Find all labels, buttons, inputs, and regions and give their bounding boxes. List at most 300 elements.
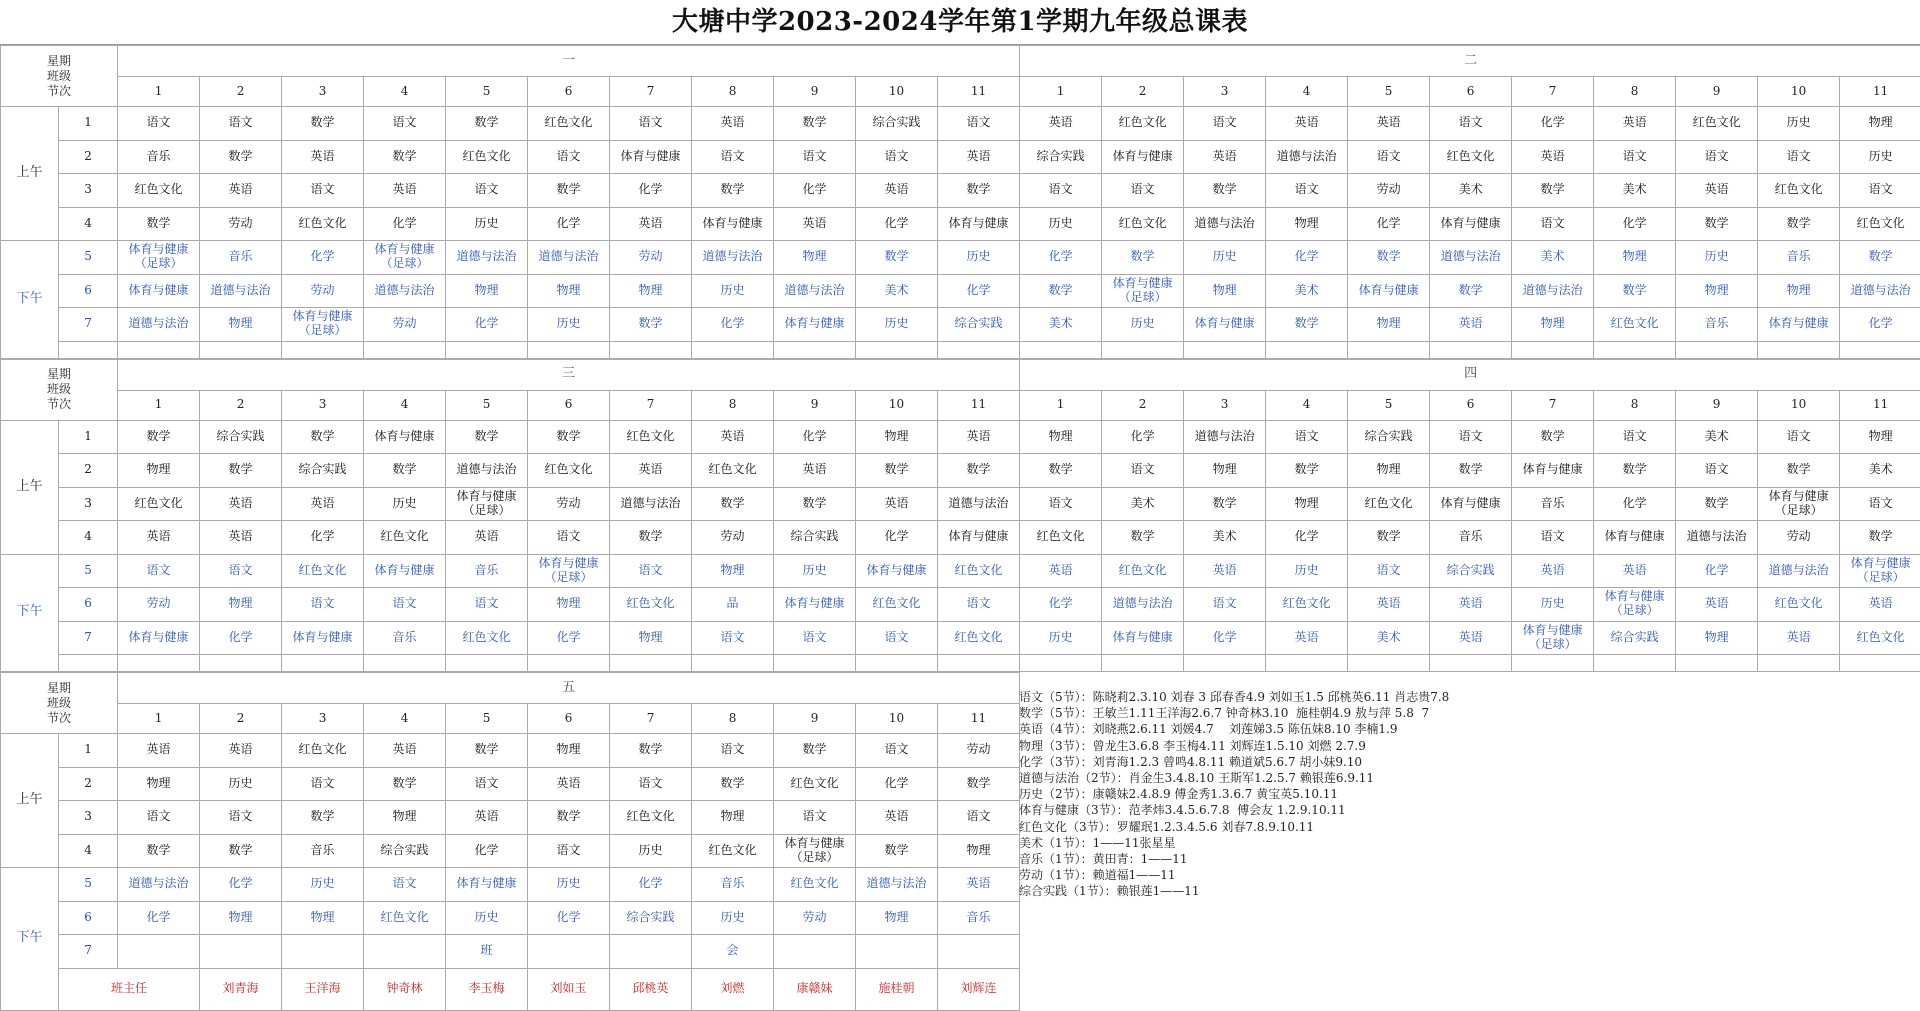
period-number: 3 (59, 487, 118, 521)
period-row (1, 454, 1920, 488)
subject-cell: 历史 (774, 554, 856, 588)
timetable-block-1 (0, 45, 1920, 359)
subject-cell: 数学 (692, 487, 774, 521)
subject-cell: 物理 (692, 554, 774, 588)
subject-cell (938, 935, 1020, 969)
subject-cell: 历史 (610, 834, 692, 868)
head-teacher-name: 刘燃 (692, 968, 774, 1010)
subject-cell: 数学 (774, 107, 856, 141)
subject-cell: 语文 (1512, 207, 1594, 241)
subject-cell: 体育与健康 (1758, 308, 1840, 342)
subject-cell: 英语 (1020, 554, 1102, 588)
subject-cell: 语文 (938, 801, 1020, 835)
subject-cell: 红色文化 (446, 621, 528, 655)
subject-cell: 数学 (200, 454, 282, 488)
subject-cell: 体育与健康 (446, 868, 528, 902)
subject-cell: 数学 (118, 420, 200, 454)
subject-cell: 音乐 (1430, 521, 1512, 555)
spacer-cell (1840, 655, 1920, 672)
subject-cell: 语文 (610, 107, 692, 141)
period-number: 6 (59, 588, 118, 622)
teacher-assignment-line: 物理（3节）：曾龙生3.6.8 李玉梅4.11 刘辉连1.5.10 刘燃 2.7.9 (1019, 738, 1899, 754)
spacer-cell (528, 655, 610, 672)
subject-cell: 英语 (692, 420, 774, 454)
day-header: 二 (1020, 46, 1920, 77)
subject-cell: 数学 (856, 454, 938, 488)
subject-cell: 数学 (528, 801, 610, 835)
subject-cell: 英语 (364, 174, 446, 208)
subject-cell: 红色文化 (1102, 107, 1184, 141)
period-row (1, 487, 1920, 521)
subject-cell: 语文 (1758, 420, 1840, 454)
subject-cell: 红色文化 (1594, 308, 1676, 342)
subject-cell: 音乐 (282, 834, 364, 868)
teacher-assignment-notes (1019, 689, 1899, 900)
subject-cell: 数学 (1020, 454, 1102, 488)
subject-cell: 语文 (528, 140, 610, 174)
subject-cell: 语文 (692, 140, 774, 174)
class-number: 11 (938, 704, 1020, 734)
spacer-cell (446, 341, 528, 358)
subject-cell: 体育与健康 (1512, 454, 1594, 488)
subject-cell: 数学 (692, 767, 774, 801)
subject-cell: 英语 (1266, 107, 1348, 141)
subject-cell: 化学 (528, 901, 610, 935)
subject-cell: 道德与法治 (774, 274, 856, 308)
subject-cell: 体育与健康（足球） (528, 554, 610, 588)
subject-cell: 数学 (938, 767, 1020, 801)
subject-cell: 物理 (200, 308, 282, 342)
subject-cell: 英语 (1184, 140, 1266, 174)
subject-cell: 语文 (692, 734, 774, 768)
subject-cell: 美术 (1348, 621, 1430, 655)
subject-cell: 化学 (610, 174, 692, 208)
subject-cell: 综合实践 (856, 107, 938, 141)
subject-cell: 数学 (282, 107, 364, 141)
subject-cell: 劳动 (118, 588, 200, 622)
day-header: 五 (118, 673, 1020, 704)
subject-cell: 综合实践 (1430, 554, 1512, 588)
period-row (1, 834, 1020, 868)
class-number: 6 (528, 77, 610, 107)
class-number: 6 (528, 704, 610, 734)
subject-cell: 道德与法治 (118, 868, 200, 902)
spacer-cell (1594, 341, 1676, 358)
subject-cell: 数学 (200, 834, 282, 868)
spacer-cell (1512, 341, 1594, 358)
subject-cell: 红色文化 (1430, 140, 1512, 174)
subject-cell: 体育与健康（足球） (1594, 588, 1676, 622)
spacer-cell (1512, 655, 1594, 672)
subject-cell: 历史 (446, 901, 528, 935)
subject-cell: 物理 (118, 454, 200, 488)
subject-cell: 语文 (364, 107, 446, 141)
subject-cell: 英语 (1758, 621, 1840, 655)
spacer-cell (1102, 341, 1184, 358)
subject-cell: 物理 (1676, 621, 1758, 655)
subject-cell: 历史 (1758, 107, 1840, 141)
subject-cell: 化学 (856, 767, 938, 801)
class-number: 5 (446, 390, 528, 420)
class-number: 9 (774, 77, 856, 107)
period-number: 5 (59, 554, 118, 588)
subject-cell: 英语 (446, 521, 528, 555)
class-number: 8 (692, 704, 774, 734)
class-number: 11 (938, 77, 1020, 107)
teacher-assignment-line: 劳动（1节）：赖道福1——11 (1019, 867, 1899, 883)
subject-cell: 英语 (446, 801, 528, 835)
spacer-cell (1758, 341, 1840, 358)
period-row (1, 420, 1920, 454)
subject-cell: 数学 (364, 454, 446, 488)
subject-cell: 英语 (938, 420, 1020, 454)
corner-label: 节次 (1, 84, 117, 99)
head-teacher-name: 李玉梅 (446, 968, 528, 1010)
subject-cell: 数学 (1348, 241, 1430, 275)
subject-cell: 语文 (1102, 174, 1184, 208)
subject-cell: 音乐 (692, 868, 774, 902)
subject-cell: 历史 (1184, 241, 1266, 275)
subject-cell: 音乐 (1512, 487, 1594, 521)
subject-cell: 化学 (364, 207, 446, 241)
subject-cell: 美术 (1184, 521, 1266, 555)
teacher-assignment-line: 英语（4节）：刘晓燕2.6.11 刘媛4.7 刘莲娣3.5 陈伍妹8.10 李楠1.9 (1019, 721, 1899, 737)
subject-cell: 化学 (1266, 521, 1348, 555)
spacer-cell (446, 655, 528, 672)
subject-cell: 化学 (1676, 554, 1758, 588)
subject-cell: 数学 (1512, 420, 1594, 454)
head-teacher-label: 班主任 (59, 968, 200, 1010)
subject-cell (200, 935, 282, 969)
spacer-cell (610, 341, 692, 358)
subject-cell: 数学 (610, 734, 692, 768)
subject-cell: 语文 (1676, 454, 1758, 488)
spacer-cell (774, 655, 856, 672)
subject-cell: 物理 (1184, 454, 1266, 488)
subject-cell: 化学 (1184, 621, 1266, 655)
subject-cell: 化学 (774, 420, 856, 454)
subject-cell: 物理 (1512, 308, 1594, 342)
subject-cell: 化学 (118, 901, 200, 935)
subject-cell: 数学 (1020, 274, 1102, 308)
subject-cell: 体育与健康 (364, 554, 446, 588)
subject-cell: 语文 (938, 588, 1020, 622)
subject-cell: 英语 (1266, 621, 1348, 655)
class-number: 5 (1348, 390, 1430, 420)
subject-cell: 道德与法治 (364, 274, 446, 308)
subject-cell: 红色文化 (692, 454, 774, 488)
subject-cell: 体育与健康 (1102, 140, 1184, 174)
subject-cell: 物理 (1348, 308, 1430, 342)
spacer-cell (1184, 341, 1266, 358)
subject-cell (774, 935, 856, 969)
subject-cell: 数学 (528, 420, 610, 454)
subject-cell: 化学 (200, 621, 282, 655)
subject-cell: 历史 (446, 207, 528, 241)
spacer-cell (774, 341, 856, 358)
subject-cell: 历史 (1020, 621, 1102, 655)
spacer-cell (938, 341, 1020, 358)
subject-cell: 语文 (200, 107, 282, 141)
class-number: 2 (1102, 77, 1184, 107)
subject-cell: 体育与健康（足球） (774, 834, 856, 868)
subject-cell: 化学 (1348, 207, 1430, 241)
subject-cell: 数学 (692, 174, 774, 208)
subject-cell: 红色文化 (1758, 174, 1840, 208)
subject-cell: 红色文化 (856, 588, 938, 622)
subject-cell: 红色文化 (1840, 621, 1920, 655)
period-row (1, 521, 1920, 555)
subject-cell: 红色文化 (1348, 487, 1430, 521)
subject-cell: 英语 (118, 734, 200, 768)
subject-cell: 数学 (610, 308, 692, 342)
day-header: 一 (118, 46, 1020, 77)
teacher-assignment-line: 化学（3节）：刘青海1.2.3 曾鸣4.8.11 赖道斌5.6.7 胡小妹9.10 (1019, 754, 1899, 770)
subject-cell: 音乐 (364, 621, 446, 655)
subject-cell: 体育与健康 (364, 420, 446, 454)
day-header: 四 (1020, 359, 1920, 390)
subject-cell: 语文 (118, 801, 200, 835)
subject-cell: 美术 (1430, 174, 1512, 208)
spacer-cell (364, 655, 446, 672)
subject-cell: 体育与健康 (118, 274, 200, 308)
subject-cell: 数学 (1594, 274, 1676, 308)
head-teacher-name: 邱桃英 (610, 968, 692, 1010)
subject-cell: 语文 (938, 107, 1020, 141)
subject-cell: 道德与法治 (1430, 241, 1512, 275)
timetable-block-3 (0, 672, 1020, 1011)
subject-cell: 物理 (1020, 420, 1102, 454)
subject-cell: 数学 (610, 521, 692, 555)
spacer-cell (118, 341, 200, 358)
subject-cell: 红色文化 (774, 767, 856, 801)
subject-cell: 红色文化 (1758, 588, 1840, 622)
subject-cell: 语文 (856, 734, 938, 768)
subject-cell: 数学 (1676, 207, 1758, 241)
subject-cell: 语文 (446, 767, 528, 801)
subject-cell: 英语 (282, 140, 364, 174)
subject-cell: 数学 (364, 140, 446, 174)
subject-cell: 语文 (528, 521, 610, 555)
day-header: 三 (118, 359, 1020, 390)
subject-cell: 红色文化 (1266, 588, 1348, 622)
class-number: 4 (364, 390, 446, 420)
subject-cell (118, 935, 200, 969)
subject-cell: 数学 (1348, 521, 1430, 555)
period-number: 6 (59, 274, 118, 308)
subject-cell: 红色文化 (1840, 207, 1920, 241)
teacher-assignment-line: 红色文化（3节）：罗耀珉1.2.3.4.5.6 刘春7.8.9.10.11 (1019, 819, 1899, 835)
subject-cell: 音乐 (118, 140, 200, 174)
subject-cell: 美术 (1102, 487, 1184, 521)
subject-cell: 语文 (1840, 487, 1920, 521)
class-number: 3 (282, 390, 364, 420)
subject-cell: 红色文化 (938, 554, 1020, 588)
subject-cell: 劳动 (364, 308, 446, 342)
class-number: 5 (446, 704, 528, 734)
subject-cell: 化学 (282, 521, 364, 555)
spacer-cell (1430, 655, 1512, 672)
head-teacher-name: 康赣妹 (774, 968, 856, 1010)
subject-cell: 物理 (1266, 207, 1348, 241)
subject-cell: 数学 (856, 241, 938, 275)
subject-cell: 道德与法治 (200, 274, 282, 308)
period-row (1, 174, 1920, 208)
subject-cell (364, 935, 446, 969)
period-number: 7 (59, 308, 118, 342)
subject-cell: 物理 (692, 801, 774, 835)
subject-cell: 数学 (1184, 174, 1266, 208)
subject-cell: 物理 (610, 621, 692, 655)
subject-cell: 物理 (528, 588, 610, 622)
subject-cell: 物理 (1184, 274, 1266, 308)
period-number: 4 (59, 521, 118, 555)
subject-cell: 英语 (692, 107, 774, 141)
period-number: 1 (59, 734, 118, 768)
subject-cell: 历史 (528, 868, 610, 902)
spacer-cell (1676, 655, 1758, 672)
spacer-cell (1676, 341, 1758, 358)
subject-cell: 道德与法治 (446, 241, 528, 275)
subject-cell: 音乐 (1758, 241, 1840, 275)
subject-cell: 数学 (200, 140, 282, 174)
subject-cell: 数学 (528, 174, 610, 208)
subject-cell: 体育与健康 (1430, 207, 1512, 241)
class-number: 4 (1266, 390, 1348, 420)
subject-cell (282, 935, 364, 969)
subject-cell: 语文 (282, 767, 364, 801)
spacer-cell (938, 655, 1020, 672)
subject-cell: 红色文化 (118, 174, 200, 208)
class-number: 3 (282, 77, 364, 107)
class-number: 3 (1184, 390, 1266, 420)
subject-cell: 化学 (1840, 308, 1920, 342)
subject-cell: 红色文化 (610, 588, 692, 622)
subject-cell: 历史 (692, 901, 774, 935)
subject-cell: 数学 (118, 207, 200, 241)
subject-cell: 劳动 (610, 241, 692, 275)
subject-cell: 体育与健康（足球） (282, 308, 364, 342)
subject-cell: 劳动 (774, 901, 856, 935)
subject-cell: 物理 (1840, 420, 1920, 454)
subject-cell: 语文 (1184, 107, 1266, 141)
class-number: 2 (200, 390, 282, 420)
subject-cell (610, 935, 692, 969)
teacher-assignment-line: 道德与法治（2节）：肖金生3.4.8.10 王斯军1.2.5.7 赖银莲6.9.11 (1019, 770, 1899, 786)
subject-cell: 英语 (938, 868, 1020, 902)
subject-cell: 体育与健康（足球） (1840, 554, 1920, 588)
class-number: 7 (610, 390, 692, 420)
subject-cell: 语文 (118, 107, 200, 141)
subject-cell: 红色文化 (610, 420, 692, 454)
subject-cell: 化学 (446, 834, 528, 868)
subject-cell: 道德与法治 (1102, 588, 1184, 622)
subject-cell: 体育与健康 (1348, 274, 1430, 308)
subject-cell: 语文 (774, 801, 856, 835)
class-number: 6 (1430, 390, 1512, 420)
period-number: 4 (59, 207, 118, 241)
head-teacher-name: 刘如玉 (528, 968, 610, 1010)
class-number: 8 (1594, 390, 1676, 420)
class-number: 10 (1758, 390, 1840, 420)
subject-cell: 英语 (1348, 107, 1430, 141)
subject-cell: 英语 (774, 207, 856, 241)
spacer-cell (1102, 655, 1184, 672)
spacer-cell (1020, 655, 1102, 672)
subject-cell: 体育与健康 (1430, 487, 1512, 521)
subject-cell: 语文 (118, 554, 200, 588)
class-number: 4 (364, 704, 446, 734)
spacer-row (1, 341, 1920, 358)
class-number: 2 (1102, 390, 1184, 420)
subject-cell: 劳动 (1348, 174, 1430, 208)
class-number-row (1, 704, 1020, 734)
subject-cell: 物理 (1840, 107, 1920, 141)
subject-cell: 数学 (1512, 174, 1594, 208)
subject-cell: 综合实践 (610, 901, 692, 935)
subject-cell: 化学 (938, 274, 1020, 308)
subject-cell: 英语 (856, 174, 938, 208)
subject-cell: 劳动 (938, 734, 1020, 768)
corner-header (1, 46, 118, 107)
subject-cell: 红色文化 (446, 140, 528, 174)
subject-cell: 语文 (692, 621, 774, 655)
teacher-assignment-line: 体育与健康（3节）：范孝炜3.4.5.6.7.8 傅会友 1.2.9.10.11 (1019, 802, 1899, 818)
subject-cell: 红色文化 (282, 554, 364, 588)
class-number: 7 (610, 77, 692, 107)
subject-cell: 英语 (856, 801, 938, 835)
subject-cell: 劳动 (528, 487, 610, 521)
subject-cell: 化学 (1266, 241, 1348, 275)
class-number: 5 (1348, 77, 1430, 107)
class-number: 8 (1594, 77, 1676, 107)
subject-cell: 化学 (692, 308, 774, 342)
period-row (1, 734, 1020, 768)
class-number: 2 (200, 77, 282, 107)
subject-cell: 语文 (364, 588, 446, 622)
subject-cell: 道德与法治 (692, 241, 774, 275)
class-number: 1 (118, 704, 200, 734)
subject-cell: 语文 (1512, 521, 1594, 555)
subject-cell: 语文 (1840, 174, 1920, 208)
subject-cell: 劳动 (200, 207, 282, 241)
subject-cell: 英语 (1430, 588, 1512, 622)
subject-cell: 体育与健康（足球） (446, 487, 528, 521)
subject-cell: 英语 (364, 734, 446, 768)
session-morning: 上午 (1, 107, 59, 241)
subject-cell: 美术 (1266, 274, 1348, 308)
corner-label: 班级 (1, 69, 117, 84)
subject-cell: 历史 (692, 274, 774, 308)
class-number: 11 (938, 390, 1020, 420)
class-number: 5 (446, 77, 528, 107)
corner-label: 班级 (1, 696, 117, 711)
class-number: 10 (856, 77, 938, 107)
subject-cell: 物理 (1676, 274, 1758, 308)
subject-cell: 语文 (856, 621, 938, 655)
subject-cell: 体育与健康（足球） (1758, 487, 1840, 521)
subject-cell: 体育与健康 (1594, 521, 1676, 555)
teacher-assignment-line: 历史（2节）：康赣妹2.4.8.9 傅金秀1.3.6.7 黄宝英5.10.11 (1019, 786, 1899, 802)
period-number: 2 (59, 767, 118, 801)
subject-cell: 英语 (856, 487, 938, 521)
subject-cell: 道德与法治 (856, 868, 938, 902)
spacer-cell (200, 341, 282, 358)
head-teacher-name: 王洋海 (282, 968, 364, 1010)
subject-cell: 劳动 (692, 521, 774, 555)
subject-cell: 道德与法治 (610, 487, 692, 521)
subject-cell: 道德与法治 (1676, 521, 1758, 555)
